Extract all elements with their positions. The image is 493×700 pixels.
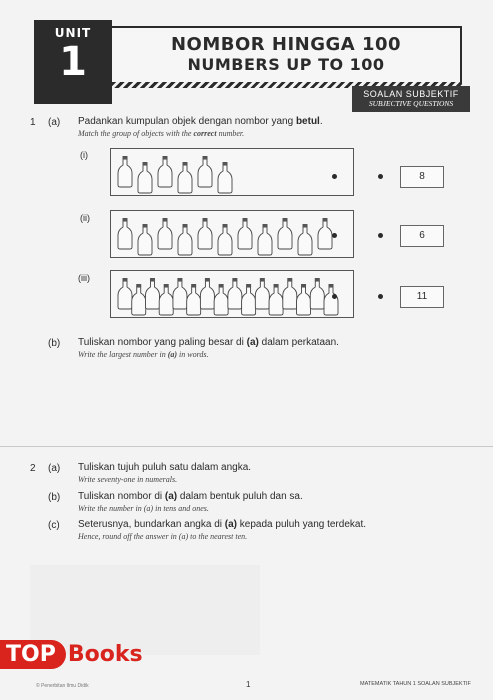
match-dot-left-i[interactable]: [332, 174, 337, 179]
bottle-icon: [218, 224, 232, 255]
bottle-icon: [310, 278, 324, 309]
bottle-icon: [218, 162, 232, 193]
bottle-icon: [145, 278, 159, 309]
unit-word: UNIT: [54, 26, 92, 40]
q2c-label: (c): [48, 520, 60, 531]
bottle-group-svg: [111, 211, 353, 257]
bottle-icon: [269, 284, 283, 315]
section-divider: [0, 446, 493, 447]
object-group-i: [110, 148, 354, 196]
bottle-icon: [324, 284, 338, 315]
publisher-credit: © Penerbitan Ilmu Didik: [36, 683, 89, 689]
bottle-icon: [118, 156, 132, 187]
bottle-icon: [158, 218, 172, 249]
section-tag-ms: SOALAN SUBJEKTIF: [363, 89, 459, 99]
row-label-iii: (iii): [78, 273, 90, 283]
bottle-icon: [159, 284, 173, 315]
bottle-icon: [198, 218, 212, 249]
q2-number: 2: [30, 463, 36, 474]
bottle-icon: [318, 218, 332, 249]
match-dot-left-iii[interactable]: [332, 294, 337, 299]
bottle-icon: [242, 284, 256, 315]
bottle-icon: [132, 284, 146, 315]
q2a-label: (a): [48, 463, 61, 474]
bottle-group-svg: [111, 271, 353, 317]
page-number: 1: [246, 680, 251, 689]
match-dot-right-iii[interactable]: [378, 294, 383, 299]
bottle-icon: [283, 278, 297, 309]
bottle-icon: [138, 224, 152, 255]
number-value-iii: 11: [416, 291, 428, 302]
footer-subject: MATEMATIK TAHUN 1 SOALAN SUBJEKTIF: [360, 681, 471, 687]
unit-number: 1: [59, 39, 87, 85]
match-dot-right-i[interactable]: [378, 174, 383, 179]
q2c-text: Seterusnya, bundarkan angka di (a) kepada puluh yang terdekat.: [78, 519, 366, 530]
row-label-i: (i): [80, 150, 88, 160]
q1b-text: Tuliskan nombor yang paling besar di (a) dalam perkataan.: [78, 337, 339, 348]
title-box: [112, 26, 462, 86]
bottle-icon: [238, 218, 252, 249]
section-tag: [352, 86, 470, 112]
section-tag-en: SUBJECTIVE QUESTIONS: [368, 99, 454, 108]
q1b-translation: Write the largest number in (a) in words.: [78, 350, 209, 359]
q1b-label: (b): [48, 338, 61, 349]
bottle-icon: [118, 218, 132, 249]
number-box-ii: [400, 225, 444, 247]
bottle-icon: [173, 278, 187, 309]
q2b-label: (b): [48, 492, 61, 503]
unit-tab: [34, 20, 112, 104]
bottle-icon: [258, 224, 272, 255]
object-group-iii: [110, 270, 354, 318]
bottle-icon: [278, 218, 292, 249]
bottle-icon: [297, 284, 311, 315]
q2b-text: Tuliskan nombor di (a) dalam bentuk puluh dan sa.: [78, 491, 303, 502]
q2a-translation: Write seventy-one in numerals.: [78, 475, 178, 484]
bottle-icon: [298, 224, 312, 255]
number-value-i: 8: [419, 171, 425, 182]
page-title-en: NUMBERS UP TO 100: [187, 55, 385, 74]
bottle-icon: [178, 162, 192, 193]
q2b-translation: Write the number in (a) in tens and ones.: [78, 504, 209, 513]
page-title-ms: NOMBOR HINGGA 100: [170, 34, 402, 55]
bottle-icon: [138, 162, 152, 193]
bottle-icon: [178, 224, 192, 255]
bottle-group-svg: [111, 149, 353, 195]
bottle-icon: [118, 278, 132, 309]
match-dot-right-ii[interactable]: [378, 233, 383, 238]
q1a-text: Padankan kumpulan objek dengan nombor yang betul.: [78, 116, 323, 127]
match-dot-left-ii[interactable]: [332, 233, 337, 238]
q2c-translation: Hence, round off the answer in (a) to the nearest ten.: [78, 532, 248, 541]
q2a-text: Tuliskan tujuh puluh satu dalam angka.: [78, 462, 252, 473]
topbooks-logo: [0, 640, 143, 669]
q1a-label: (a): [48, 117, 61, 128]
number-value-ii: 6: [419, 230, 425, 241]
bottle-icon: [200, 278, 214, 309]
number-box-i: [400, 166, 444, 188]
bottle-icon: [198, 156, 212, 187]
bottle-icon: [255, 278, 269, 309]
logo-top: TOP: [0, 640, 66, 669]
number-box-iii: [400, 286, 444, 308]
bottle-icon: [214, 284, 228, 315]
object-group-ii: [110, 210, 354, 258]
bottle-icon: [228, 278, 242, 309]
q1a-translation: Match the group of objects with the correct number.: [78, 129, 245, 138]
row-label-ii: (ii): [80, 213, 90, 223]
bottle-icon: [187, 284, 201, 315]
logo-books: Books: [67, 642, 143, 667]
bottle-icon: [158, 156, 172, 187]
q1-number: 1: [30, 117, 36, 128]
